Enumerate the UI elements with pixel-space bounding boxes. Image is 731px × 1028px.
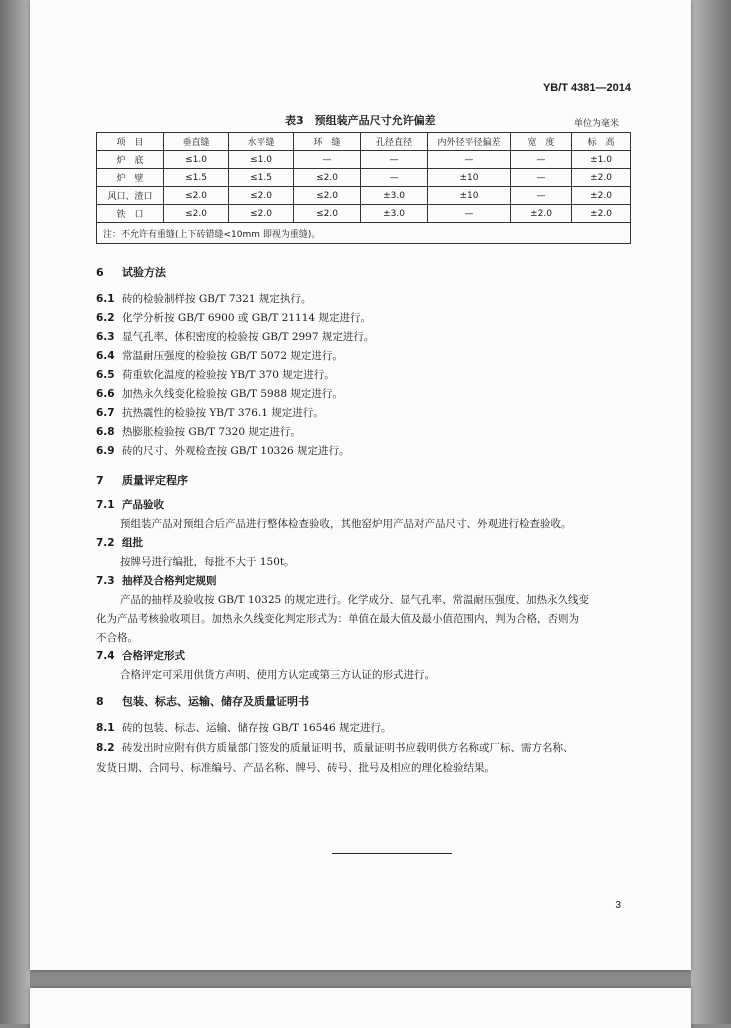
table-cell: ±2.0 (572, 205, 631, 223)
clause-7-4-heading (96, 648, 185, 663)
clause-text: 砖的检验制样按 GB/T 7321 规定执行。 (122, 293, 312, 305)
clause-6-7 (96, 405, 324, 420)
clause-text: 砖发出时应附有供方质量部门签发的质量证明书，质量证明书应载明供方名称或厂标、需方名称、 (122, 742, 574, 754)
clause-number: 7.3 (96, 575, 115, 587)
table-cell: ≤1.0 (164, 151, 229, 169)
clause-8-2 (96, 740, 574, 755)
section-6-heading (96, 264, 166, 280)
table-row (97, 187, 631, 205)
clause-title: 合格评定形式 (122, 650, 185, 662)
section-8-heading (96, 693, 309, 709)
clause-text: 加热永久线变化检验按 GB/T 5988 规定进行。 (122, 388, 343, 400)
clause-7-3-text-line1: 产品的抽样及验收按 GB/T 10325 的规定进行。化学成分、显气孔率、常温耐压强度、加热永久线变 (120, 594, 590, 606)
table-row (97, 205, 631, 223)
table-header-row (97, 133, 631, 151)
tolerance-table (96, 132, 631, 244)
table-cell: ≤2.0 (294, 169, 361, 187)
clause-number: 8.2 (96, 742, 115, 754)
clause-number: 6.5 (96, 369, 115, 381)
table-row (97, 151, 631, 169)
clause-6-5 (96, 367, 335, 382)
clause-6-4 (96, 348, 343, 363)
clause-8-2-line2: 发货日期、合同号、标准编号、产品名称、牌号、砖号、批号及相应的理化检验结果。 (96, 762, 495, 774)
end-rule (332, 853, 452, 854)
table-header-cell: 垂直缝 (164, 133, 229, 151)
clause-text: 热膨胀检验按 GB/T 7320 规定进行。 (122, 426, 301, 438)
table-cell: — (511, 187, 572, 205)
clause-number: 7.4 (96, 650, 115, 662)
clause-7-1-heading (96, 497, 164, 512)
table-cell: ±1.0 (572, 151, 631, 169)
clause-number: 6.3 (96, 331, 115, 343)
clause-number: 7.1 (96, 499, 115, 511)
clause-7-2-heading (96, 535, 143, 550)
table-header-cell: 宽 度 (511, 133, 572, 151)
table-cell: ≤2.0 (294, 205, 361, 223)
clause-7-4-text: 合格评定可采用供货方声明、使用方认定或第三方认证的形式进行。 (120, 669, 435, 681)
table-cell: 铁 口 (97, 205, 164, 223)
table-cell: ±2.0 (511, 205, 572, 223)
table-cell: — (294, 151, 361, 169)
section-number: 8 (96, 695, 104, 708)
table-title: 表3 预组装产品尺寸允许偏差 (285, 114, 436, 127)
table-cell: — (428, 151, 511, 169)
section-number: 7 (96, 474, 104, 487)
clause-7-3-text-line2: 化为产品考核验收项目。加热永久线变化判定形式为：单值在最大值及最小值范围内，判为合格，否则为 (96, 613, 579, 625)
clause-6-8 (96, 424, 301, 439)
table-cell: ≤2.0 (164, 187, 229, 205)
section-title: 包装、标志、运输、储存及质量证明书 (122, 695, 309, 708)
table-cell: ±2.0 (572, 187, 631, 205)
clause-number: 7.2 (96, 537, 115, 549)
clause-text: 砖的尺寸、外观检查按 GB/T 10326 规定进行。 (122, 445, 350, 457)
table-cell: — (511, 169, 572, 187)
clause-title: 产品验收 (122, 499, 164, 511)
clause-text: 抗热震性的检验按 YB/T 376.1 规定进行。 (122, 407, 324, 419)
table-header-cell: 水平缝 (229, 133, 294, 151)
table-cell: — (428, 205, 511, 223)
table-cell: — (361, 169, 428, 187)
clause-text: 砖的包装、标志、运输、储存按 GB/T 16546 规定进行。 (122, 722, 392, 734)
table-cell: ≤1.5 (229, 169, 294, 187)
standard-code: YB/T 4381—2014 (542, 82, 631, 94)
table-cell: 炉 底 (97, 151, 164, 169)
clause-title: 抽样及合格判定规则 (122, 575, 217, 587)
section-title: 试验方法 (122, 266, 166, 279)
table-header-cell: 孔径直径 (361, 133, 428, 151)
clause-6-6 (96, 386, 343, 401)
table-cell: ≤1.5 (164, 169, 229, 187)
table-cell: ±3.0 (361, 205, 428, 223)
clause-6-1 (96, 291, 311, 306)
table-header-cell: 项 目 (97, 133, 164, 151)
clause-7-3-text-line3: 不合格。 (96, 632, 138, 644)
table-note: 注：不允许有重缝(上下砖错缝<10mm 即视为重缝)。 (97, 223, 631, 244)
table-header-cell: 环 缝 (294, 133, 361, 151)
table-cell: ±3.0 (361, 187, 428, 205)
section-title: 质量评定程序 (122, 474, 188, 487)
clause-number: 6.7 (96, 407, 115, 419)
clause-7-3-heading (96, 573, 217, 588)
table-cell: ±10 (428, 169, 511, 187)
table-header-cell: 标 高 (572, 133, 631, 151)
clause-title: 组批 (122, 537, 143, 549)
table-cell: ±2.0 (572, 169, 631, 187)
clause-text: 常温耐压强度的检验按 GB/T 5072 规定进行。 (122, 350, 343, 362)
clause-8-1 (96, 720, 392, 735)
section-7-heading (96, 472, 188, 488)
table-unit: 单位为毫米 (573, 119, 619, 129)
clause-number: 6.9 (96, 445, 115, 457)
clause-text: 显气孔率、体积密度的检验按 GB/T 2997 规定进行。 (122, 331, 375, 343)
table-cell: ≤2.0 (294, 187, 361, 205)
table-cell: 风口、渣口 (97, 187, 164, 205)
next-page (30, 988, 691, 1028)
viewer-background-left (0, 0, 30, 1024)
document-page (30, 0, 691, 970)
clause-number: 6.6 (96, 388, 115, 400)
table-cell: — (511, 151, 572, 169)
table-cell: ≤2.0 (164, 205, 229, 223)
clause-text: 化学分析按 GB/T 6900 或 GB/T 21114 规定进行。 (122, 312, 371, 324)
clause-number: 6.4 (96, 350, 115, 362)
table-cell: — (361, 151, 428, 169)
table-cell: ≤2.0 (229, 205, 294, 223)
table-header-cell: 内外径平径偏差 (428, 133, 511, 151)
page-number: 3 (615, 900, 621, 911)
clause-text: 荷重软化温度的检验按 YB/T 370 规定进行。 (122, 369, 335, 381)
clause-6-9 (96, 443, 350, 458)
clause-number: 8.1 (96, 722, 115, 734)
table-note-row (97, 223, 631, 244)
table-row (97, 169, 631, 187)
clause-7-1-text: 预组装产品对预组合后产品进行整体检查验收，其他窑炉用产品对产品尺寸、外观进行检查验收。 (120, 518, 572, 530)
table-cell: ±10 (428, 187, 511, 205)
clause-6-3 (96, 329, 374, 344)
clause-number: 6.1 (96, 293, 115, 305)
table-cell: 炉 壁 (97, 169, 164, 187)
clause-number: 6.2 (96, 312, 115, 324)
viewer-background-right (691, 0, 731, 1024)
clause-number: 6.8 (96, 426, 115, 438)
section-number: 6 (96, 266, 104, 279)
table-cell: ≤2.0 (229, 187, 294, 205)
table-cell: ≤1.0 (229, 151, 294, 169)
clause-6-2 (96, 310, 371, 325)
clause-7-2-text: 按牌号进行编批，每批不大于 150t。 (120, 556, 295, 568)
